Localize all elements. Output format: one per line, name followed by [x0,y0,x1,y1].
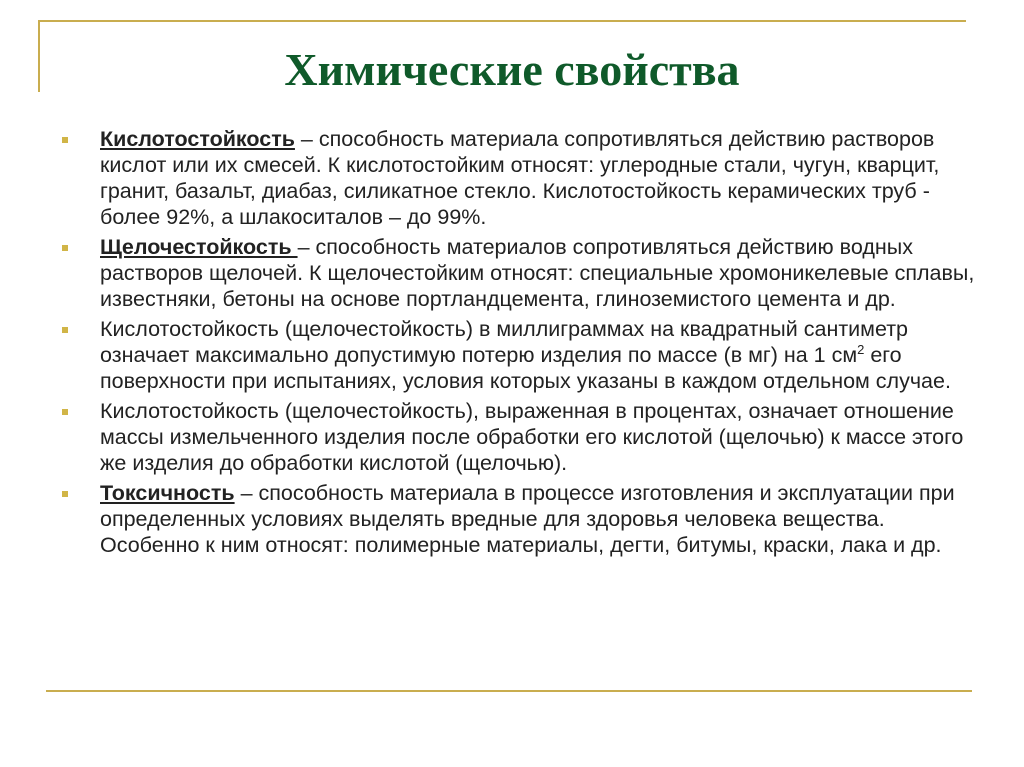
text-percent: Кислотостойкость (щелочестойкость), выраженная в процентах, означает отношение массы измельченного изделия после обработки его кислотой (щелочью) к массе этого же изделия до обработки кислотой (щелочью). [100,399,964,475]
term-toxicity: Токсичность [100,481,235,505]
bullet-marker-icon [62,327,68,333]
definition-acid-resistance: – способность материала сопротивляться действию растворов кислот или их смесей. К кислотостойким относят: углеродные стали, чугун, кварцит, гранит, базальт, диабаз, силикатное стекло. Кислотостойкость керамических труб - более 92%, а шлакоситалов – до 99%. [100,127,940,229]
bullet-marker-icon [62,137,68,143]
bullet-alkali-resistance [62,234,982,312]
top-rule [38,20,966,22]
bullet-marker-icon [62,491,68,497]
bullet-percent [62,398,982,476]
text-mg-per-cm2-before: Кислотостойкость (щелочестойкость) в миллиграммах на квадратный сантиметр означает максимально допустимую потерю изделия по массе (в мг) на 1 см [100,317,909,367]
superscript-2: 2 [857,341,865,357]
bullet-toxicity [62,480,982,558]
definition-toxicity: – способность материала в процессе изготовления и эксплуатации при определенных условиях выделять вредные для здоровья человека вещества. Особенно к ним относят: полимерные материалы, дегти, битумы, краски, лака и др. [100,481,955,557]
bullet-marker-icon [62,245,68,251]
bullet-acid-resistance [62,126,982,230]
text-mg-per-cm2-after: его поверхности при испытаниях, условия которых указаны в каждом отдельном случае. [100,343,951,393]
bullet-list [62,126,982,562]
slide-title: Химические свойства [284,44,740,95]
definition-alkali-resistance: – способность материалов сопротивляться действию водных растворов щелочей. К щелочестойким относят: специальные хромоникелевые сплавы, известняки, бетоны на основе портландцемента, глиноземистого цемента и др. [100,235,975,311]
bottom-rule [46,690,972,692]
bullet-marker-icon [62,409,68,415]
term-alkali-resistance: Щелочестойкость [100,235,298,259]
bullet-mg-per-cm2 [62,316,982,394]
term-acid-resistance: Кислотостойкость [100,127,295,151]
